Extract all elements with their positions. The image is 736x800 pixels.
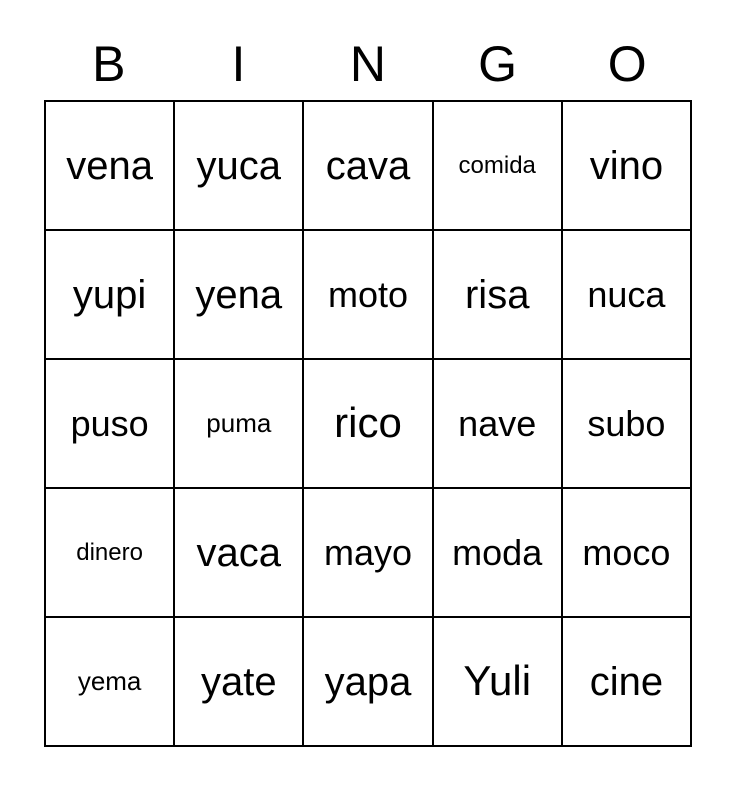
bingo-cell-label: yupi — [72, 272, 147, 317]
bingo-cell[interactable] — [175, 360, 304, 489]
bingo-cell-label: mayo — [323, 531, 413, 573]
bingo-cell[interactable] — [46, 231, 175, 360]
bingo-cell-label: yate — [201, 659, 277, 704]
bingo-cell[interactable] — [434, 102, 563, 231]
bingo-header-letter-b: B — [92, 36, 126, 92]
bingo-cell[interactable] — [434, 489, 563, 618]
bingo-cell-label: comida — [458, 151, 536, 179]
bingo-cell[interactable] — [46, 360, 175, 489]
bingo-cell[interactable] — [175, 231, 304, 360]
bingo-cell[interactable] — [563, 102, 692, 231]
bingo-cell-label: vino — [589, 143, 664, 188]
bingo-cell[interactable] — [175, 102, 304, 231]
bingo-cell[interactable] — [563, 618, 692, 747]
bingo-card — [44, 28, 692, 747]
bingo-header-letter-i: I — [231, 36, 246, 92]
bingo-cell[interactable] — [563, 360, 692, 489]
bingo-cell[interactable] — [304, 231, 433, 360]
bingo-cell[interactable] — [175, 618, 304, 747]
bingo-cell-label: nave — [458, 402, 537, 444]
bingo-header — [44, 28, 692, 100]
bingo-cell[interactable] — [46, 489, 175, 618]
bingo-cell-label: cava — [325, 143, 411, 188]
bingo-cell[interactable] — [46, 618, 175, 747]
bingo-cell-label: moto — [327, 273, 409, 315]
bingo-cell-label: cine — [589, 659, 664, 704]
bingo-cell[interactable] — [175, 489, 304, 618]
bingo-cell-label: puma — [206, 407, 272, 438]
bingo-cell-label: subo — [587, 402, 666, 444]
bingo-cell-label: risa — [464, 272, 530, 317]
bingo-cell-label: vena — [66, 143, 153, 188]
bingo-header-letter-g: G — [478, 36, 518, 92]
bingo-cell-label: yapa — [324, 659, 412, 704]
bingo-cell-label: yema — [77, 665, 142, 696]
bingo-cell[interactable] — [563, 489, 692, 618]
bingo-cell[interactable] — [563, 231, 692, 360]
bingo-row — [46, 231, 692, 360]
bingo-cell-label: yena — [195, 272, 283, 317]
bingo-cell-label: moco — [582, 531, 671, 573]
bingo-row — [46, 618, 692, 747]
bingo-cell-label: yuca — [196, 143, 282, 188]
bingo-cell-label: rico — [334, 399, 402, 447]
bingo-row — [46, 102, 692, 231]
bingo-cell[interactable] — [434, 618, 563, 747]
bingo-cell-label: moda — [452, 531, 543, 573]
bingo-header-letter-o: O — [607, 36, 647, 92]
bingo-cell[interactable] — [434, 360, 563, 489]
bingo-cell[interactable] — [304, 360, 433, 489]
bingo-header-letter-n: N — [349, 36, 387, 92]
bingo-cell-label: nuca — [587, 273, 666, 315]
bingo-cell[interactable] — [304, 618, 433, 747]
bingo-row — [46, 489, 692, 618]
bingo-row — [46, 360, 692, 489]
bingo-cell[interactable] — [304, 102, 433, 231]
bingo-cell[interactable] — [434, 231, 563, 360]
bingo-grid — [44, 100, 692, 747]
bingo-cell-label: Yuli — [463, 657, 532, 705]
bingo-cell-label: vaca — [196, 530, 282, 575]
bingo-cell[interactable] — [304, 489, 433, 618]
bingo-cell-label: dinero — [76, 538, 143, 566]
bingo-cell[interactable] — [46, 102, 175, 231]
bingo-cell-label: puso — [70, 402, 149, 444]
